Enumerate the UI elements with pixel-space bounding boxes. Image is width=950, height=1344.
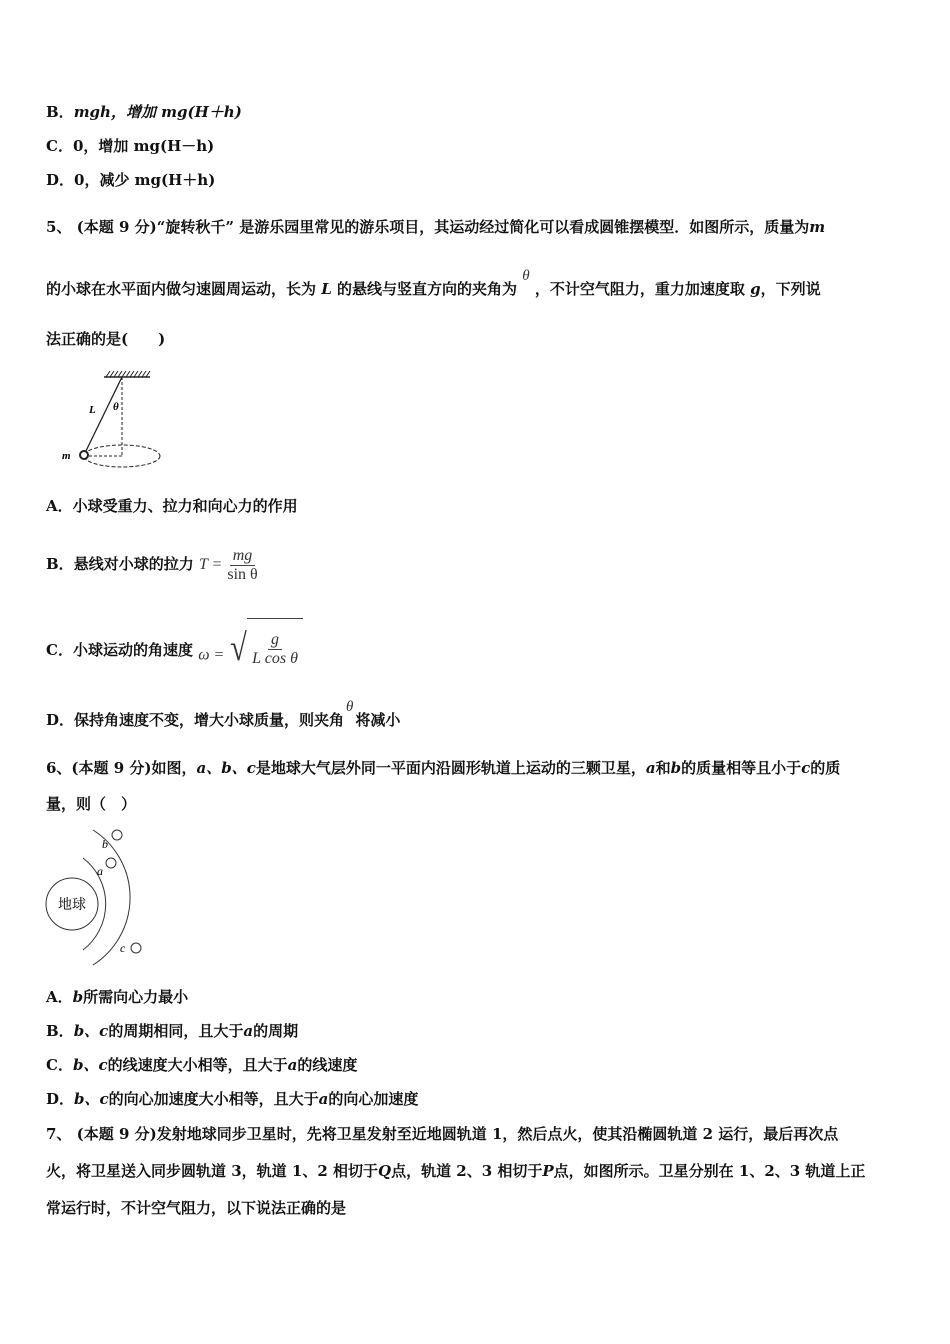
conical-pendulum-figure: [58, 368, 168, 473]
ceiling-hatch: [106, 371, 150, 377]
tension-formula: T = $\frac{mg}{\text{sin θ}}$: [198, 546, 258, 583]
q4-option-d: D．0，减少 mg(H＋h): [46, 171, 216, 189]
angular-velocity-formula: ω = √ $\frac{g}{\text{L cos θ}}$: [198, 618, 303, 684]
q5-option-c: C．小球运动的角速度 ω = √ $\frac{g}{\text{L cos θ}}$: [46, 618, 303, 684]
earth-label: 地球: [58, 897, 86, 913]
q5-option-d: D．保持角速度不变，增大小球质量，则夹角θ将减小: [46, 699, 401, 729]
q5-option-a: A．小球受重力、拉力和向心力的作用: [46, 497, 298, 515]
label-c: c: [120, 941, 126, 955]
q5-option-b: B．悬线对小球的拉力 T = $\frac{mg}{\text{sin θ}}$: [46, 544, 263, 585]
q4-option-b-text: mgh，增加 mg(H＋h): [73, 103, 242, 121]
q4-option-c-text: 0，增加 mg(H－h): [72, 137, 215, 155]
q6-stem-line1: 6、(本题 9 分)如图，a、b、c是地球大气层外同一平面内沿圆形轨道上运动的三颗卫星，a和b的质量相等且小于c的质: [46, 759, 841, 777]
satellite-a: [106, 858, 116, 868]
q6-option-c: C．b、c的线速度大小相等，且大于a的线速度: [46, 1056, 358, 1074]
q4-option-b: B．mgh，增加 mg(H＋h): [46, 103, 242, 121]
label-m: m: [62, 450, 71, 462]
q6-option-d: D．b、c的向心加速度大小相等，且大于a的向心加速度: [46, 1090, 419, 1108]
theta-symbol: θ: [346, 699, 354, 715]
q4-option-d-text: 0，减少 mg(H＋h): [74, 171, 216, 189]
q7-stem-line3: 常运行时，不计空气阻力，以下说法正确的是: [46, 1199, 347, 1217]
label-theta: θ: [113, 401, 119, 413]
ball: [80, 451, 88, 459]
satellite-orbits-figure: [40, 824, 170, 970]
q6-option-b: B．b、c的周期相同，且大于a的周期: [46, 1022, 299, 1040]
q5-stem-line2: 的小球在水平面内做匀速圆周运动，长为 L 的悬线与竖直方向的夹角为 θ ，不计空气阻力，重力加速度取 g，下列说: [46, 268, 821, 298]
q5-stem-line3: 法正确的是( ): [46, 330, 166, 348]
q6-stem-line2: 量，则（ ）: [46, 795, 137, 813]
satellite-c: [131, 943, 141, 953]
string-line: [84, 377, 122, 455]
q7-stem-line2: 火，将卫星送入同步圆轨道 3，轨道 1、2 相切于Q点，轨道 2、3 相切于P点，如图所示。卫星分别在 1、2、3 轨道上正: [46, 1162, 866, 1180]
label-a: a: [97, 864, 103, 878]
satellite-b: [112, 830, 122, 840]
theta-symbol: θ: [522, 268, 530, 284]
q4-option-c: C．0，增加 mg(H－h): [46, 137, 215, 155]
label-b: b: [102, 837, 108, 851]
q6-option-a: A．b所需向心力最小: [46, 988, 189, 1006]
label-L: L: [89, 404, 96, 416]
q5-stem-line1: 5、 (本题 9 分)“旋转秋千” 是游乐园里常见的游乐项目，其运动经过简化可以看成圆锥摆模型．如图所示，质量为m: [46, 218, 826, 236]
q7-stem-line1: 7、 (本题 9 分)发射地球同步卫星时，先将卫星发射至近地圆轨道 1，然后点火，使其沿椭圆轨道 2 运行，最后再次点: [46, 1125, 839, 1143]
